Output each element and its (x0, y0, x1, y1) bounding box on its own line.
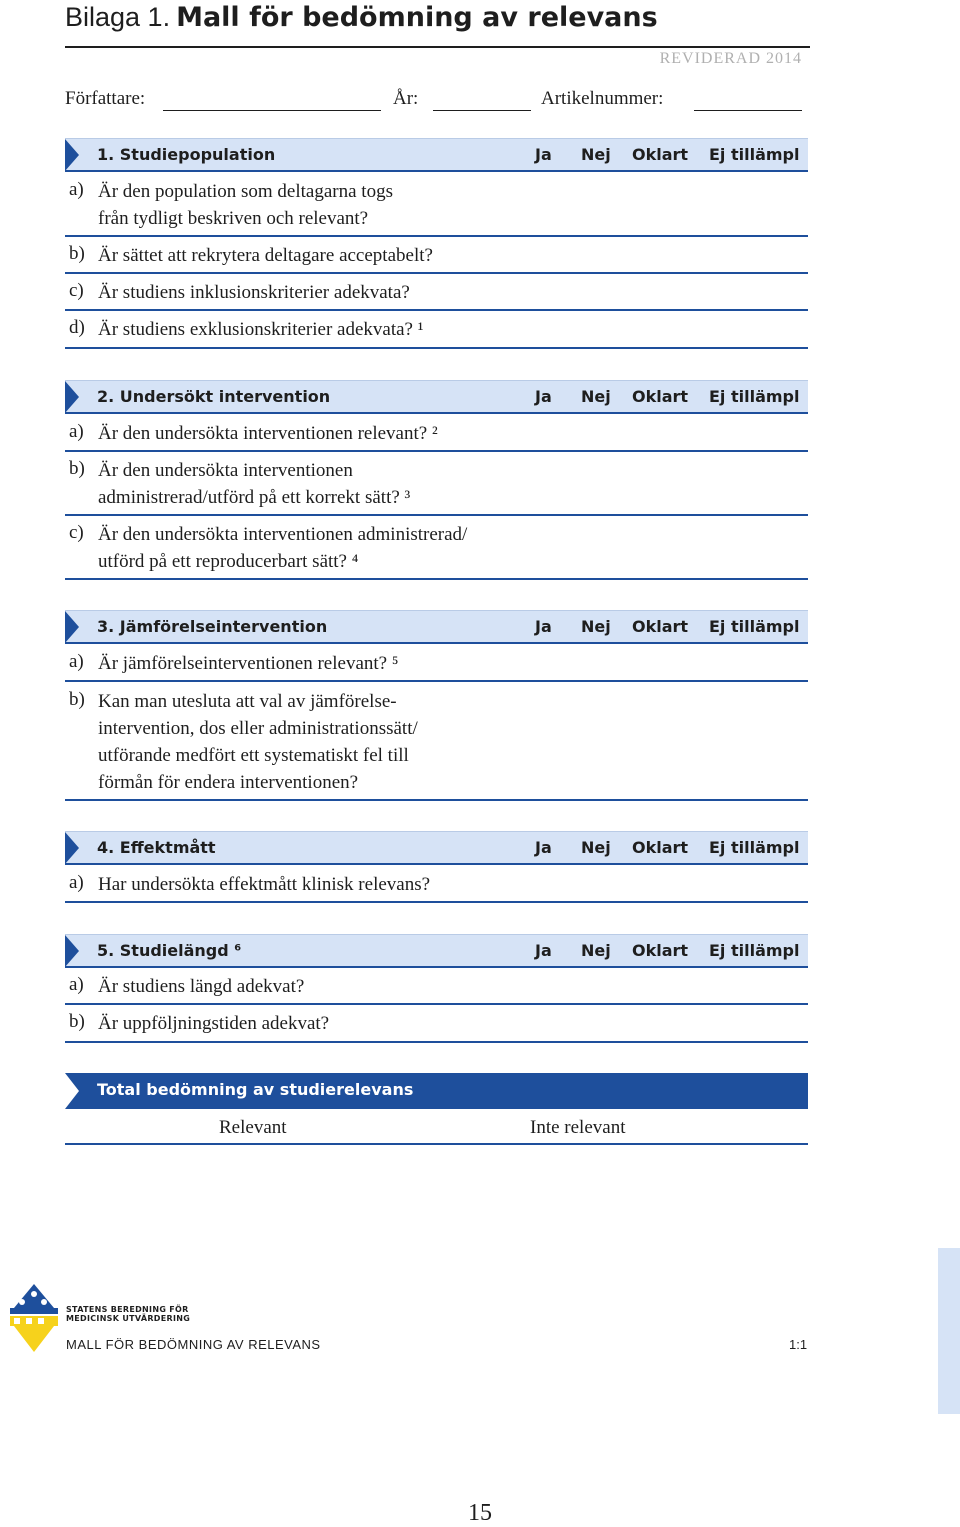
question-row (65, 274, 808, 311)
col-ej-tillampl: Ej tillämpl (709, 145, 800, 164)
col-ja: Ja (535, 617, 552, 636)
section-arrow-icon (65, 381, 79, 413)
question-row (65, 237, 808, 274)
col-ej-tillampl: Ej tillämpl (709, 941, 800, 960)
question-row (65, 311, 808, 349)
footer-document-title: MALL FÖR BEDÖMNING AV RELEVANS (66, 1337, 321, 1352)
question-letter: b) (69, 458, 85, 479)
question-text: Är den undersökta interventionen administrerad/ utförd på ett reproducerbart sätt? ⁴ (98, 524, 468, 572)
question-text: Har undersökta effektmått klinisk relevans? (98, 874, 431, 895)
col-nej: Nej (581, 617, 611, 636)
section-header-5 (65, 934, 808, 968)
section-header-3 (65, 610, 808, 644)
question-letter: b) (69, 689, 85, 710)
section-arrow-icon (65, 1073, 79, 1109)
question-row (65, 1005, 808, 1043)
col-ej-tillampl: Ej tillämpl (709, 387, 800, 406)
option-relevant[interactable]: Relevant (219, 1117, 287, 1138)
option-not-relevant[interactable]: Inte relevant (530, 1117, 626, 1138)
question-letter: a) (69, 872, 84, 893)
question-letter: b) (69, 243, 85, 264)
question-row (65, 644, 808, 682)
title-prefix: Bilaga 1. (65, 2, 171, 32)
col-ej-tillampl: Ej tillämpl (709, 617, 800, 636)
footer-page-reference: 1:1 (789, 1337, 808, 1352)
question-letter: c) (69, 280, 84, 301)
organization-name (66, 1305, 190, 1323)
year-label: År: (393, 88, 419, 109)
question-letter: a) (69, 179, 84, 200)
question-row (65, 682, 808, 801)
total-assessment-options (65, 1109, 808, 1145)
section-header-2 (65, 380, 808, 414)
question-row (65, 414, 808, 452)
question-letter: b) (69, 1011, 85, 1032)
section-title: 4. Effektmått (97, 838, 216, 857)
organization-name-line: STATENS BEREDNING FÖR (66, 1305, 189, 1314)
question-row (65, 172, 808, 237)
article-number-label: Artikelnummer: (541, 88, 664, 109)
question-text: Är uppföljningstiden adekvat? (98, 1013, 330, 1034)
question-letter: d) (69, 317, 85, 338)
col-oklart: Oklart (632, 838, 689, 857)
section-title: 5. Studielängd ⁶ (97, 941, 242, 960)
col-oklart: Oklart (632, 387, 689, 406)
question-text: Är jämförelseinterventionen relevant? ⁵ (98, 653, 399, 674)
section-title: 3. Jämförelseintervention (97, 617, 328, 636)
section-title: 2. Undersökt intervention (97, 387, 331, 406)
col-ja: Ja (535, 838, 552, 857)
question-text: Är studiens längd adekvat? (98, 976, 305, 997)
question-text: Är den undersökta interventionen relevant? ² (98, 423, 438, 444)
author-label: Författare: (65, 88, 146, 109)
question-text: Är den undersökta interventionen administrerad/utförd på ett korrekt sätt? ³ (98, 460, 411, 508)
question-text: Är studiens exklusionskriterier adekvata? ¹ (98, 319, 424, 340)
col-nej: Nej (581, 838, 611, 857)
organization-name-line: MEDICINSK UTVÄRDERING (66, 1314, 191, 1323)
title-main: Mall för bedömning av relevans (176, 2, 658, 33)
section-header-1 (65, 138, 808, 172)
total-assessment-header (65, 1073, 808, 1109)
col-ja: Ja (535, 941, 552, 960)
col-nej: Nej (581, 145, 611, 164)
section-arrow-icon (65, 832, 79, 864)
year-field[interactable] (433, 110, 531, 111)
col-ja: Ja (535, 145, 552, 164)
question-row (65, 865, 808, 903)
col-oklart: Oklart (632, 941, 689, 960)
col-nej: Nej (581, 941, 611, 960)
col-ja: Ja (535, 387, 552, 406)
section-arrow-icon (65, 935, 79, 967)
question-row (65, 968, 808, 1005)
section-title: 1. Studiepopulation (97, 145, 276, 164)
question-row (65, 516, 808, 580)
question-letter: c) (69, 522, 84, 543)
question-row (65, 452, 808, 516)
sbu-logo-icon (6, 1282, 62, 1354)
question-text: Är den population som deltagarna togs från tydligt beskriven och relevant? (98, 181, 393, 229)
col-oklart: Oklart (632, 617, 689, 636)
section-arrow-icon (65, 611, 79, 643)
author-field[interactable] (163, 110, 381, 111)
total-assessment-title: Total bedömning av studierelevans (97, 1080, 414, 1099)
col-nej: Nej (581, 387, 611, 406)
question-letter: a) (69, 974, 84, 995)
question-text: Kan man utesluta att val av jämförelse- intervention, dos eller administrationssätt/ utförande medfört ett systematiskt fel till förmån för endera interventionen? (98, 691, 418, 793)
question-text: Är studiens inklusionskriterier adekvata? (98, 282, 410, 303)
page-number: 15 (468, 1500, 492, 1526)
section-header-4 (65, 831, 808, 865)
question-text: Är sättet att rekrytera deltagare acceptabelt? (98, 245, 433, 266)
revision-label: REVIDERAD 2014 (659, 50, 802, 67)
question-letter: a) (69, 651, 84, 672)
col-oklart: Oklart (632, 145, 689, 164)
article-number-field[interactable] (694, 110, 802, 111)
document-title (65, 2, 810, 48)
section-arrow-icon (65, 139, 79, 171)
side-tab (938, 1248, 960, 1414)
col-ej-tillampl: Ej tillämpl (709, 838, 800, 857)
question-letter: a) (69, 421, 84, 442)
